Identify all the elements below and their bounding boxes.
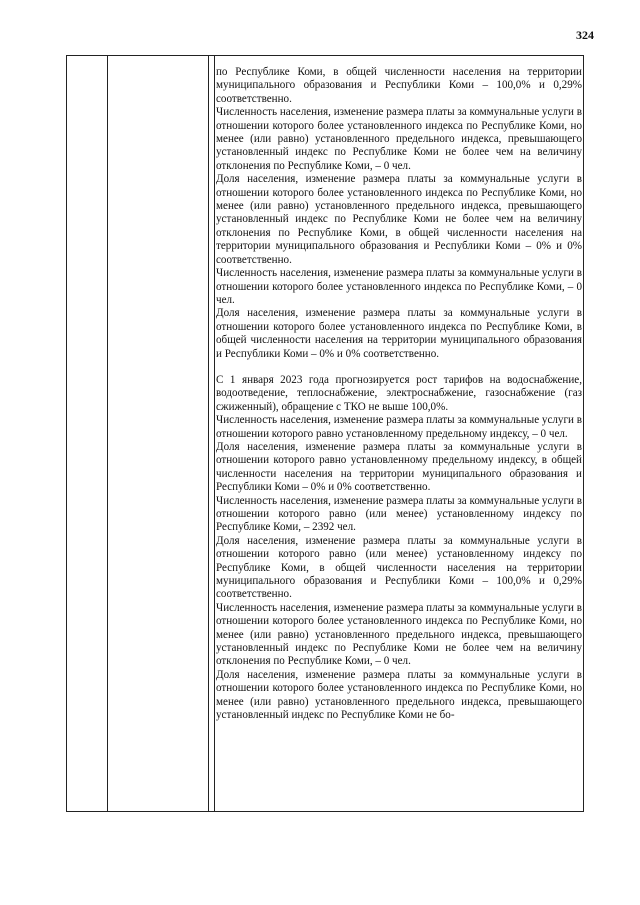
paragraph-8: Доля населения, изменение размера платы за коммунальные услуги в отношении которого равно установленному предельному индексу, в общей численности населения на территории муниципального образования и Республики Коми – 0% и 0% соответственно. xyxy=(216,440,582,494)
paragraph-9: Численность населения, изменение размера платы за коммунальные услуги в отношении которого равно (или менее) установленному индексу по Республике Коми, – 2392 чел. xyxy=(216,494,582,534)
paragraph-3: Доля населения, изменение размера платы за коммунальные услуги в отношении которого более установленного индекса по Республике Коми, но менее (или равно) установленного предельного индекса, превышающего установленный индекс по Республике Коми не более чем на величину отклонения по Республике Коми, в общей численности населения на территории муниципального образования и Республики Коми – 0% и 0% соответственно. xyxy=(216,173,582,266)
column-divider-2 xyxy=(208,56,209,811)
text-cell xyxy=(216,66,582,723)
paragraph-6: С 1 января 2023 года прогнозируется рост тарифов на водоснабжение, водоотведение, теплоснабжение, электроснабжение, газоснабжение (газ сжиженный), обращение с ТКО не выше 100,0%. xyxy=(216,373,582,413)
paragraph-5: Доля населения, изменение размера платы за коммунальные услуги в отношении которого более установленного индекса по Республике Коми, в общей численности населения на территории муниципального образования и Республики Коми – 0% и 0% соответственно. xyxy=(216,307,582,360)
paragraph-1: по Республике Коми, в общей численности населения на территории муниципального образования и Республики Коми – 100,0% и 0,29% соответственно. xyxy=(216,66,582,105)
paragraph-11: Численность населения, изменение размера платы за коммунальные услуги в отношении которого более установленного индекса по Республике Коми, но менее (или равно) установленного предельного индекса, превышающего установленный индекс по Республике Коми не более чем на величину отклонения по Республике Коми, – 0 чел. xyxy=(216,601,582,668)
paragraph-2: Численность населения, изменение размера платы за коммунальные услуги в отношении которого более установленного индекса по Республике Коми, но менее (или равно) установленного предельного индекса, превышающего установленный индекс по Республике Коми не более чем на величину отклонения по Республике Коми, – 0 чел. xyxy=(216,106,582,172)
document-table xyxy=(66,55,584,812)
column-divider-1 xyxy=(107,56,108,811)
paragraph-4: Численность населения, изменение размера платы за коммунальные услуги в отношении которого более установленного индекса по Республике Коми, – 0 чел. xyxy=(216,267,582,306)
column-divider-3 xyxy=(214,56,215,811)
paragraph-12: Доля населения, изменение размера платы за коммунальные услуги в отношении которого более установленного индекса по Республике Коми, но менее (или равно) установленного предельного индекса, превышающего установленный индекс по Республике Коми не бо- xyxy=(216,668,582,722)
section-gap xyxy=(216,361,582,374)
page-number: 324 xyxy=(576,28,594,42)
paragraph-7: Численность населения, изменение размера платы за коммунальные услуги в отношении которого равно установленному предельному индексу, – 0 чел. xyxy=(216,414,582,440)
paragraph-10: Доля населения, изменение размера платы за коммунальные услуги в отношении которого равно (или менее) установленному индексу по Республике Коми, в общей численности населения на территории муниципального образования и Республики Коми – 100,0% и 0,29% соответственно. xyxy=(216,534,582,601)
